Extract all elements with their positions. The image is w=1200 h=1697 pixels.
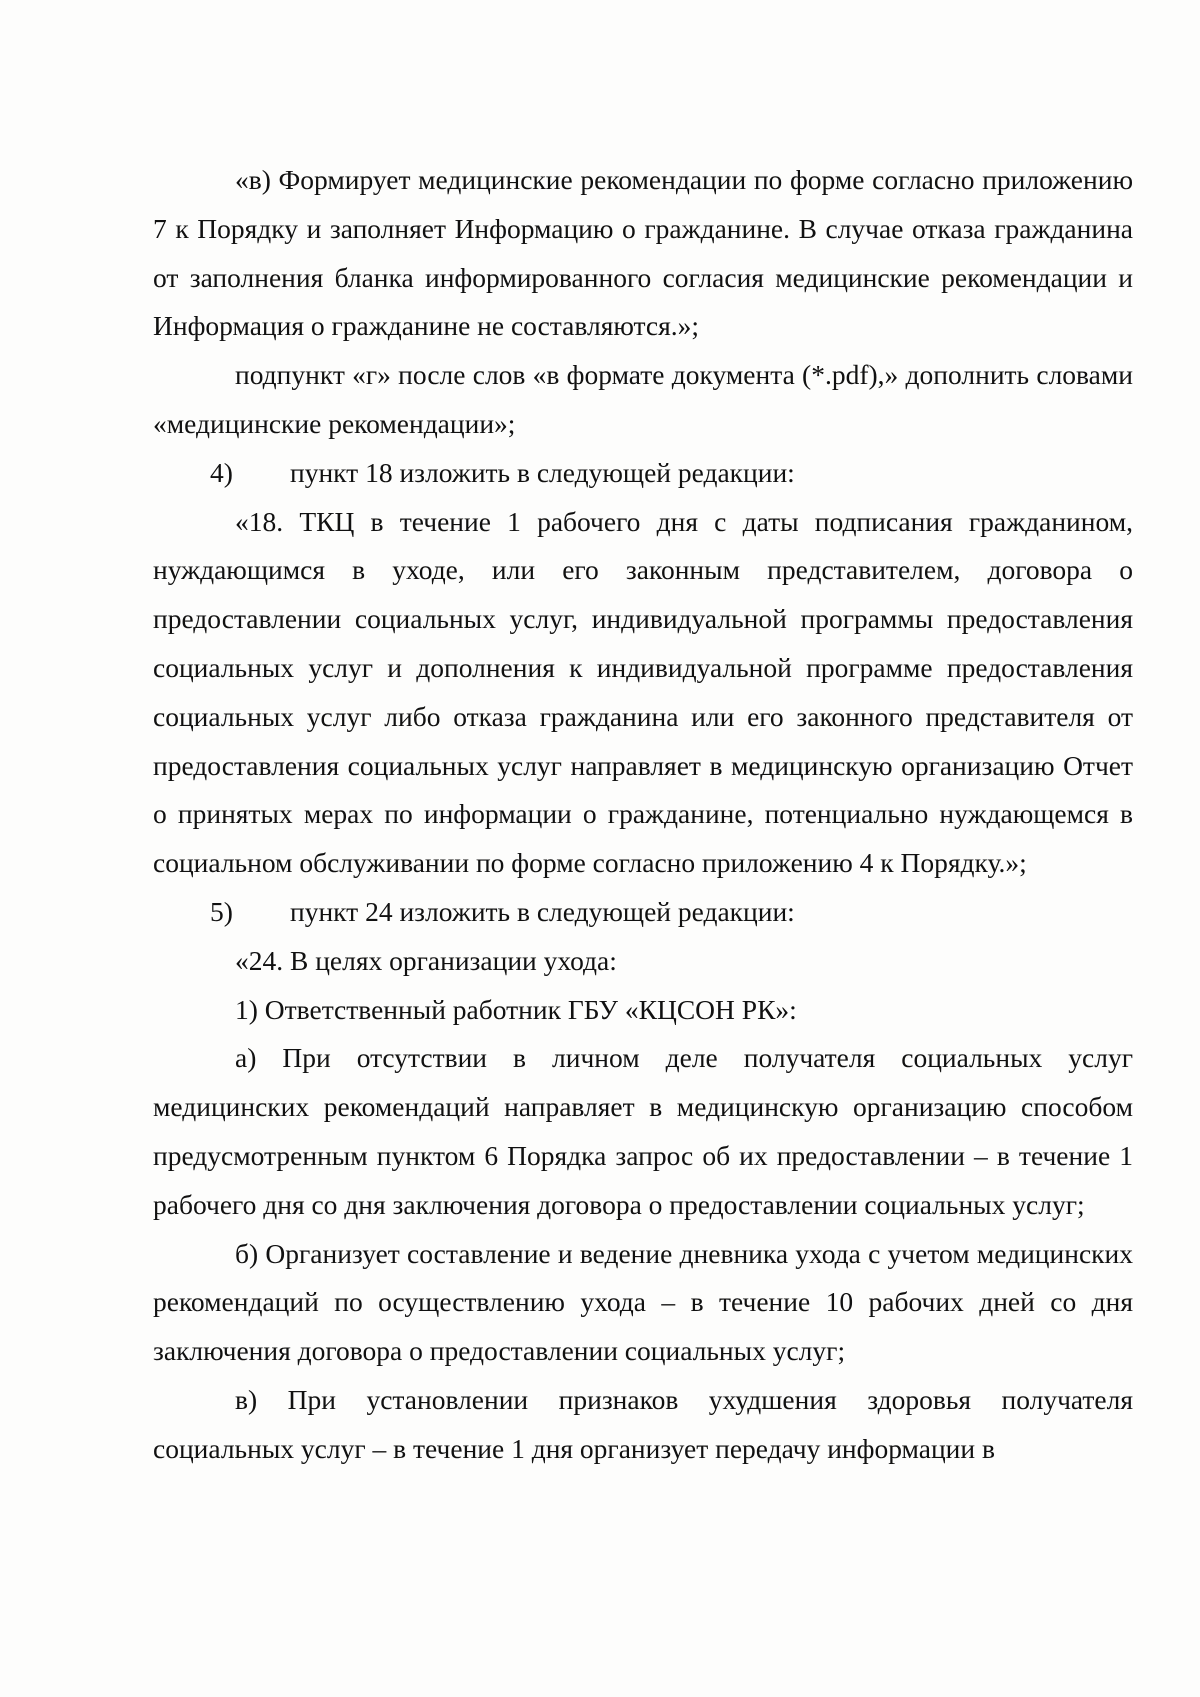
paragraph-point-24: «24. В целях организации ухода: <box>235 944 617 976</box>
list-number: 4) <box>210 456 233 488</box>
paragraph-point-4 <box>153 449 1133 498</box>
paragraph-subpoint-1: 1) Ответственный работник ГБУ «КЦСОН РК»: <box>235 993 797 1025</box>
paragraph-point-5 <box>153 888 1133 937</box>
paragraph-item-v2: в) При установлении признаков ухудшения здоровья получателя социальных услуг – в течение 1 дня организует передачу информации в <box>153 1383 1133 1464</box>
paragraph-subitem-g: подпункт «г» после слов «в формате документа (*.pdf),» дополнить словами «медицинские рекомендации»; <box>153 359 1133 439</box>
list-number: 5) <box>210 895 233 927</box>
paragraph-item-v: «в) Формирует медицинские рекомендации по форме согласно приложению 7 к Порядку и заполняет Информацию о гражданине. В случае отказа гражданина от заполнения бланка информированного согласия медицинские рекомендации и Информация о гражданине не составляются.»; <box>153 164 1133 342</box>
list-text: пункт 18 изложить в следующей редакции: <box>290 456 795 488</box>
paragraph-item-b: б) Организует составление и ведение дневника ухода с учетом медицинских рекомендаций по осуществлению ухода – в течение 10 рабочих дней со дня заключения договора о предоставлении социальных услуг; <box>153 1237 1133 1367</box>
paragraph-item-a: а) При отсутствии в личном деле получателя социальных услуг медицинских рекомендаций направляет в медицинскую организацию способом предусмотренным пунктом 6 Порядка запрос об их предоставлении – в течение 1 рабочего дня со дня заключения договора о предоставлении социальных услуг; <box>153 1042 1133 1220</box>
paragraph-point-18: «18. ТКЦ в течение 1 рабочего дня с даты подписания гражданином, нуждающимся в уходе, или его законным представителем, договора о предоставлении социальных услуг, индивидуальной программы предоставления социальных услуг и дополнения к индивидуальной программе предоставления социальных услуг либо отказа гражданина или его законного представителя от предоставления социальных услуг направляет в медицинскую организацию Отчет о принятых мерах по информации о гражданине, потенциально нуждающемся в социальном обслуживании по форме согласно приложению 4 к Порядку.»; <box>153 505 1133 879</box>
document-body <box>153 156 1133 1474</box>
list-text: пункт 24 изложить в следующей редакции: <box>290 895 795 927</box>
